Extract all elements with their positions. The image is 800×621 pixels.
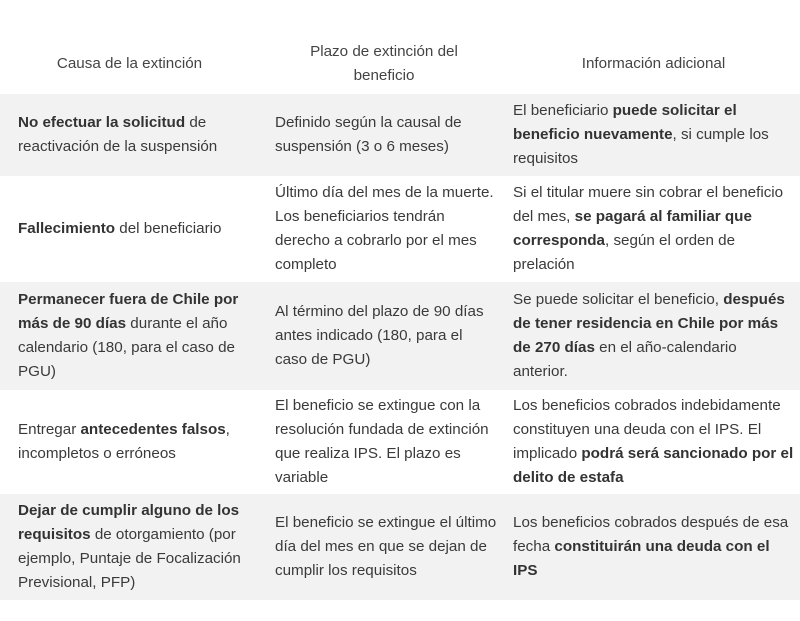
text: durante el año calendario (180, para el caso de PGU) [18,315,235,380]
text: , según el orden de prelación [513,232,736,273]
extinction-table [0,34,800,600]
term-cell [265,300,503,372]
table-row [0,494,800,600]
text: El beneficio se extingue el último día del mes en que se dejan de cumplir los requisitos [275,514,497,579]
table-row [0,390,800,494]
text: Los beneficios cobrados indebidamente constituyen una deuda con el IPS. El implicado [513,397,781,462]
bold-text: después de tener residencia en Chile por más de 270 días [513,291,785,356]
text: El beneficio se extingue con la resolución fundada de extinción que realiza IPS. El plazo es variable [275,397,489,486]
text: , incompletos o erróneos [18,421,230,462]
bold-text: antecedentes falsos [80,421,226,438]
bold-text: No efectuar la solicitud [18,114,186,131]
text: Al término del plazo de 90 días antes indicado (180, para el caso de PGU) [275,303,484,368]
table-row [0,282,800,390]
text: de reactivación de la suspensión [18,114,218,155]
info-cell [503,394,800,490]
text: de otorgamiento (por ejemplo, Puntaje de Focalización Previsional, PFP) [18,526,241,591]
term-cell [265,394,503,490]
table-header-row [0,34,800,94]
text: del beneficiario [115,220,222,237]
text: en el año-calendario anterior. [513,339,737,380]
info-cell [503,99,800,171]
cause-cell [0,418,265,466]
text: Último día del mes de la muerte. Los beneficiarios tendrán derecho a cobrarlo por el mes completo [275,184,494,273]
bold-text: Fallecimiento [18,220,116,237]
text: Definido según la causal de suspensión (3 o 6 meses) [275,114,462,155]
header-cause: Causa de la extinción [56,55,203,72]
cause-cell [0,217,265,241]
cause-cell [0,111,265,159]
text: , si cumple los requisitos [513,126,769,167]
text: Entregar [18,421,81,438]
bold-text: constituirán una deuda con el IPS [513,538,770,579]
info-cell [503,511,800,583]
table-row [0,94,800,176]
bold-text: podrá será sancionado por el delito de estafa [513,445,794,486]
bold-text: puede solicitar el beneficio nuevamente [513,102,737,143]
cause-cell [0,499,265,595]
header-term: Plazo de extinción del beneficio [310,43,458,84]
table-row [0,176,800,282]
info-cell [503,181,800,277]
cause-cell [0,288,265,384]
text: Se puede solicitar el beneficio, [513,291,724,308]
bold-text: Permanecer fuera de Chile por más de 90 días [18,291,239,332]
term-cell [265,181,503,277]
text: El beneficiario [513,102,613,119]
bold-text: Dejar de cumplir alguno de los requisitos [18,502,240,543]
header-info: Información adicional [581,55,726,72]
bold-text: se pagará al familiar que corresponda [513,208,752,249]
info-cell [503,288,800,384]
term-cell [265,511,503,583]
text: Si el titular muere sin cobrar el beneficio del mes, [513,184,784,225]
term-cell [265,111,503,159]
text: Los beneficios cobrados después de esa fecha [513,514,789,555]
